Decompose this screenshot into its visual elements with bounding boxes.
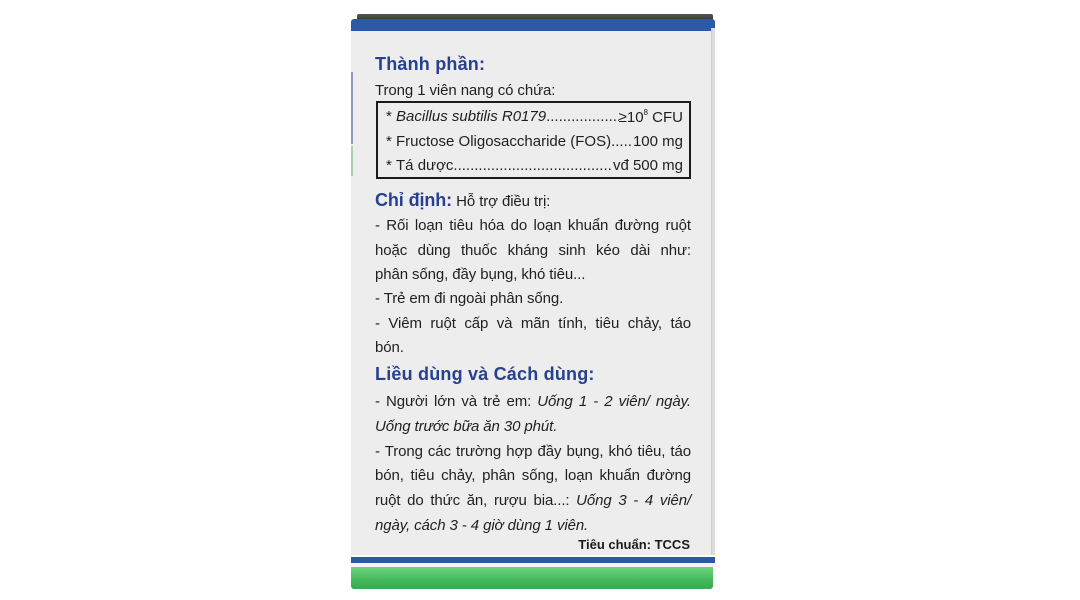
leader-dots	[546, 108, 619, 126]
indication-line: - Viêm ruột cấp và mãn tính, tiêu chảy, táo	[375, 315, 691, 332]
ingredient-name: Tá dược	[396, 157, 454, 174]
indication-line: bón.	[375, 339, 404, 356]
composition-intro: Trong 1 viên nang có chứa:	[375, 82, 556, 99]
indication-line: hoặc dùng thuốc kháng sinh kéo dài như:	[375, 242, 691, 259]
indications-title-line	[375, 190, 691, 211]
top-blue-stripe	[351, 19, 715, 31]
dosage-heading: Liều dùng và Cách dùng:	[375, 364, 595, 384]
bottom-green-stripe	[351, 567, 713, 589]
leader-dots	[453, 157, 613, 174]
ingredient-bullet: *	[386, 133, 397, 150]
dosage-line	[375, 393, 691, 410]
ingredient-amount: $\ge 10^8$ CFU	[618, 108, 683, 126]
dosage-line: ngày, cách 3 - 4 giờ dùng 1 viên.	[375, 517, 589, 534]
composition-heading: Thành phần:	[375, 54, 486, 74]
dosage-case-text: ruột do thức ăn, rượu bia...:	[375, 492, 577, 509]
ingredient-bullet: *	[386, 108, 397, 125]
ingredient-bullet: *	[386, 157, 397, 174]
indication-line: phân sống, đầy bụng, khó tiêu...	[375, 266, 586, 283]
ingredient-row	[386, 108, 683, 126]
ingredients-table	[376, 101, 691, 179]
indication-line: - Trẻ em đi ngoài phân sống.	[375, 290, 564, 307]
indications-heading: Chỉ định:	[375, 190, 453, 210]
dosage-line: - Trong các trường hợp đầy bụng, khó tiêu, táo	[375, 443, 691, 460]
quality-standard: Tiêu chuẩn: TCCS	[578, 537, 690, 552]
indication-line: - Rối loạn tiêu hóa do loạn khuẩn đường ruột	[375, 217, 691, 234]
dosage-timing: Uống trước bữa ăn 30 phút.	[375, 418, 558, 435]
leader-dots	[611, 133, 633, 150]
dosage-adult-dose: Uống 1 - 2 viên/ ngày.	[537, 393, 691, 410]
dosage-line: bón, tiêu chảy, phân sống, loạn khuẩn đường	[375, 467, 691, 484]
ingredient-row	[386, 133, 683, 150]
indications-subheading: Hỗ trợ điều trị:	[452, 193, 551, 210]
ingredient-name: Fructose Oligosaccharide (FOS)	[396, 133, 612, 150]
ingredient-amount: 100 mg	[632, 133, 683, 150]
ingredient-amount: vđ 500 mg	[612, 157, 683, 174]
dosage-adult-label: - Người lớn và trẻ em:	[375, 393, 538, 410]
dosage-case-dose: Uống 3 - 4 viên/	[576, 492, 692, 509]
left-green-mark	[351, 146, 353, 176]
box-right-fold	[711, 28, 715, 558]
ingredient-row	[386, 157, 683, 174]
dosage-line	[375, 492, 691, 509]
left-blue-mark	[351, 72, 353, 144]
ingredient-name: Bacillus subtilis R0179	[396, 108, 547, 125]
